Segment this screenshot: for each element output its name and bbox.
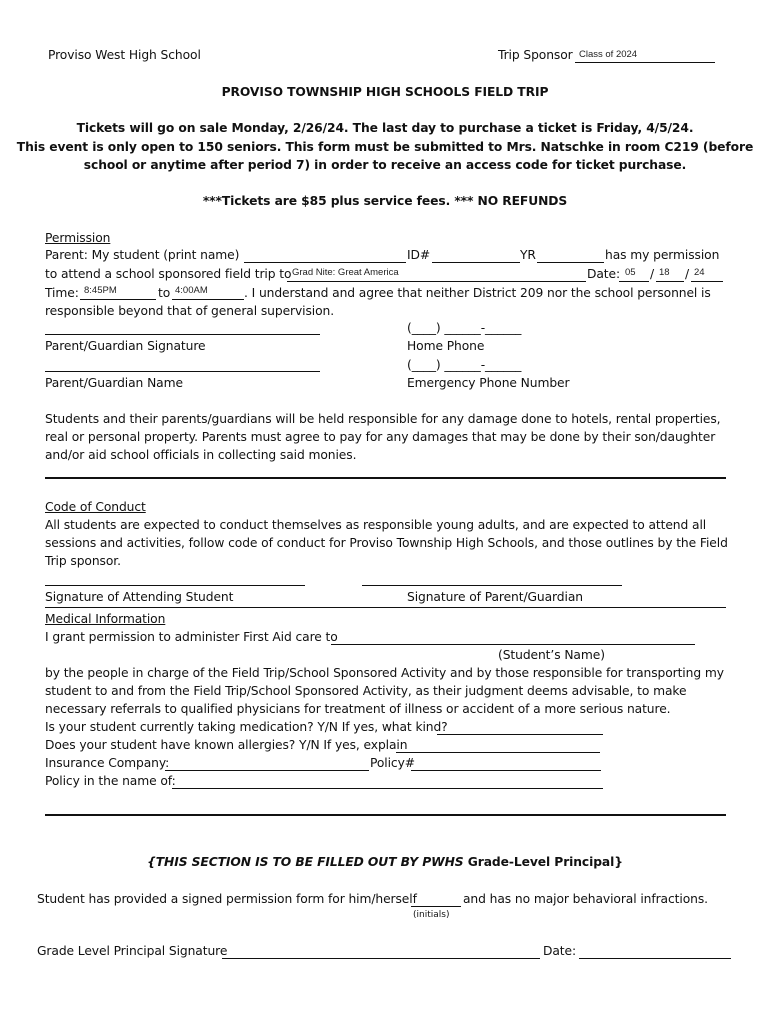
first-aid-student-field[interactable] <box>331 644 695 645</box>
allergies-field[interactable] <box>396 752 600 753</box>
student-id-field[interactable] <box>432 262 520 263</box>
trip-destination-field[interactable] <box>287 281 586 282</box>
parent-print-name-label: Parent: My student (print name) <box>45 248 240 262</box>
time-to-field[interactable] <box>172 299 244 300</box>
policy-name-field[interactable] <box>172 788 603 789</box>
parent-name-line[interactable] <box>45 371 320 372</box>
school-name: Proviso West High School <box>48 48 201 62</box>
conduct-line-1: All students are expected to conduct themselves as responsible young adults, and are expected to attend all <box>45 518 707 532</box>
students-name-caption: (Student’s Name) <box>498 648 605 662</box>
trip-sponsor-value: Class of 2024 <box>579 49 638 60</box>
date-slash-1: / <box>650 267 655 281</box>
notice-line-2: This event is only open to 150 seniors. This form must be submitted to Mrs. Natschke in room C219 (before <box>16 140 754 154</box>
policy-field[interactable] <box>411 770 601 771</box>
notice-line-3: school or anytime after period 7) in order to receive an access code for ticket purchase. <box>83 158 687 172</box>
section-divider-3 <box>45 814 726 816</box>
price-notice: ***Tickets are $85 plus service fees. *** NO REFUNDS <box>202 194 568 208</box>
notice-line-1: Tickets will go on sale Monday, 2/26/24. The last day to purchase a ticket is Friday, 4/5/24. <box>76 121 694 135</box>
student-signature-label: Signature of Attending Student <box>45 590 234 604</box>
principal-signature-field[interactable] <box>222 958 540 959</box>
initials-caption: (initials) <box>413 910 450 920</box>
behavior-text: and has no major behavioral infractions. <box>463 892 708 906</box>
initials-field[interactable] <box>411 906 461 907</box>
policy-label: Policy# <box>370 756 415 770</box>
medical-line-3: necessary referrals to qualified physicians for treatment of illness or accident of a more serious nature. <box>45 702 671 716</box>
principal-heading-italic: {THIS SECTION IS TO BE FILLED OUT BY PWHS <box>147 855 468 869</box>
trip-sponsor-line[interactable] <box>575 62 715 63</box>
principal-section-heading <box>0 855 770 870</box>
liability-line-3: and/or aid school officials in collecting said monies. <box>45 448 357 462</box>
home-phone-label: Home Phone <box>407 339 485 353</box>
insurance-label: Insurance Company: <box>45 756 170 770</box>
principal-signature-label: Grade Level Principal Signature <box>37 944 228 958</box>
attend-trip-label: to attend a school sponsored field trip to <box>45 267 292 281</box>
policy-name-label: Policy in the name of: <box>45 774 176 788</box>
time-from-field[interactable] <box>80 299 156 300</box>
time-to-value: 4:00AM <box>175 285 208 296</box>
permission-provided-text: Student has provided a signed permission form for him/herself <box>37 892 417 906</box>
liability-line-1: Students and their parents/guardians will be held responsible for any damage done to hotels, rental properties, <box>45 412 721 426</box>
date-year-value: 24 <box>694 267 705 278</box>
parent-signature-line[interactable] <box>45 334 320 335</box>
guardian-signature-line[interactable] <box>362 585 622 586</box>
home-phone-field[interactable]: (____) ______-______ <box>407 321 522 335</box>
student-name-field[interactable] <box>244 262 406 263</box>
year-field[interactable] <box>537 262 604 263</box>
first-aid-grant: I grant permission to administer First Aid care to <box>45 630 338 644</box>
time-label: Time: <box>45 286 79 300</box>
medical-line-2: student to and from the Field Trip/School Sponsored Activity, as their judgment deems advisable, to make <box>45 684 687 698</box>
conduct-heading: Code of Conduct <box>45 500 146 514</box>
medication-field[interactable] <box>437 734 603 735</box>
trip-destination-value: Grad Nite: Great America <box>292 267 399 278</box>
date-month-field[interactable] <box>619 281 649 282</box>
allergies-question: Does your student have known allergies? Y/N If yes, explain <box>45 738 408 752</box>
date-day-value: 18 <box>659 267 670 278</box>
insurance-field[interactable] <box>165 770 369 771</box>
guardian-signature-label: Signature of Parent/Guardian <box>407 590 583 604</box>
time-to-label: to <box>158 286 171 300</box>
yr-label: YR <box>520 248 536 262</box>
emergency-phone-label: Emergency Phone Number <box>407 376 570 390</box>
liability-line-2: real or personal property. Parents must agree to pay for any damages that may be done by their son/daughter <box>45 430 716 444</box>
section-divider-1 <box>45 477 726 479</box>
parent-name-label: Parent/Guardian Name <box>45 376 183 390</box>
conduct-line-3: Trip sponsor. <box>45 554 121 568</box>
principal-date-field[interactable] <box>579 958 731 959</box>
form-title: PROVISO TOWNSHIP HIGH SCHOOLS FIELD TRIP <box>221 85 549 99</box>
trip-sponsor-label: Trip Sponsor <box>498 48 573 62</box>
medical-heading: Medical Information <box>45 612 166 626</box>
time-from-value: 8:45PM <box>84 285 117 296</box>
date-label: Date: <box>587 267 621 281</box>
agree-text: . I understand and agree that neither District 209 nor the school personnel is <box>244 286 711 300</box>
emergency-phone-field[interactable]: (____) ______-______ <box>407 358 522 372</box>
has-permission-text: has my permission <box>605 248 720 262</box>
medical-line-1: by the people in charge of the Field Trip/School Sponsored Activity and by those responsible for transporting my <box>45 666 724 680</box>
permission-heading: Permission <box>45 231 111 245</box>
student-signature-line[interactable] <box>45 585 305 586</box>
date-slash-2: / <box>685 267 690 281</box>
medication-question: Is your student currently taking medication? Y/N If yes, what kind? <box>45 720 448 734</box>
date-year-field[interactable] <box>691 281 723 282</box>
section-divider-2 <box>45 607 726 608</box>
principal-heading-bold: Grade-Level Principal} <box>467 855 623 869</box>
id-label: ID# <box>407 248 431 262</box>
beyond-supervision-text: responsible beyond that of general supervision. <box>45 304 335 318</box>
principal-date-label: Date: <box>543 944 577 958</box>
parent-signature-label: Parent/Guardian Signature <box>45 339 206 353</box>
conduct-line-2: sessions and activities, follow code of conduct for Proviso Township High Schools, and those outlines by the Field <box>45 536 728 550</box>
date-day-field[interactable] <box>656 281 684 282</box>
date-month-value: 05 <box>625 267 636 278</box>
